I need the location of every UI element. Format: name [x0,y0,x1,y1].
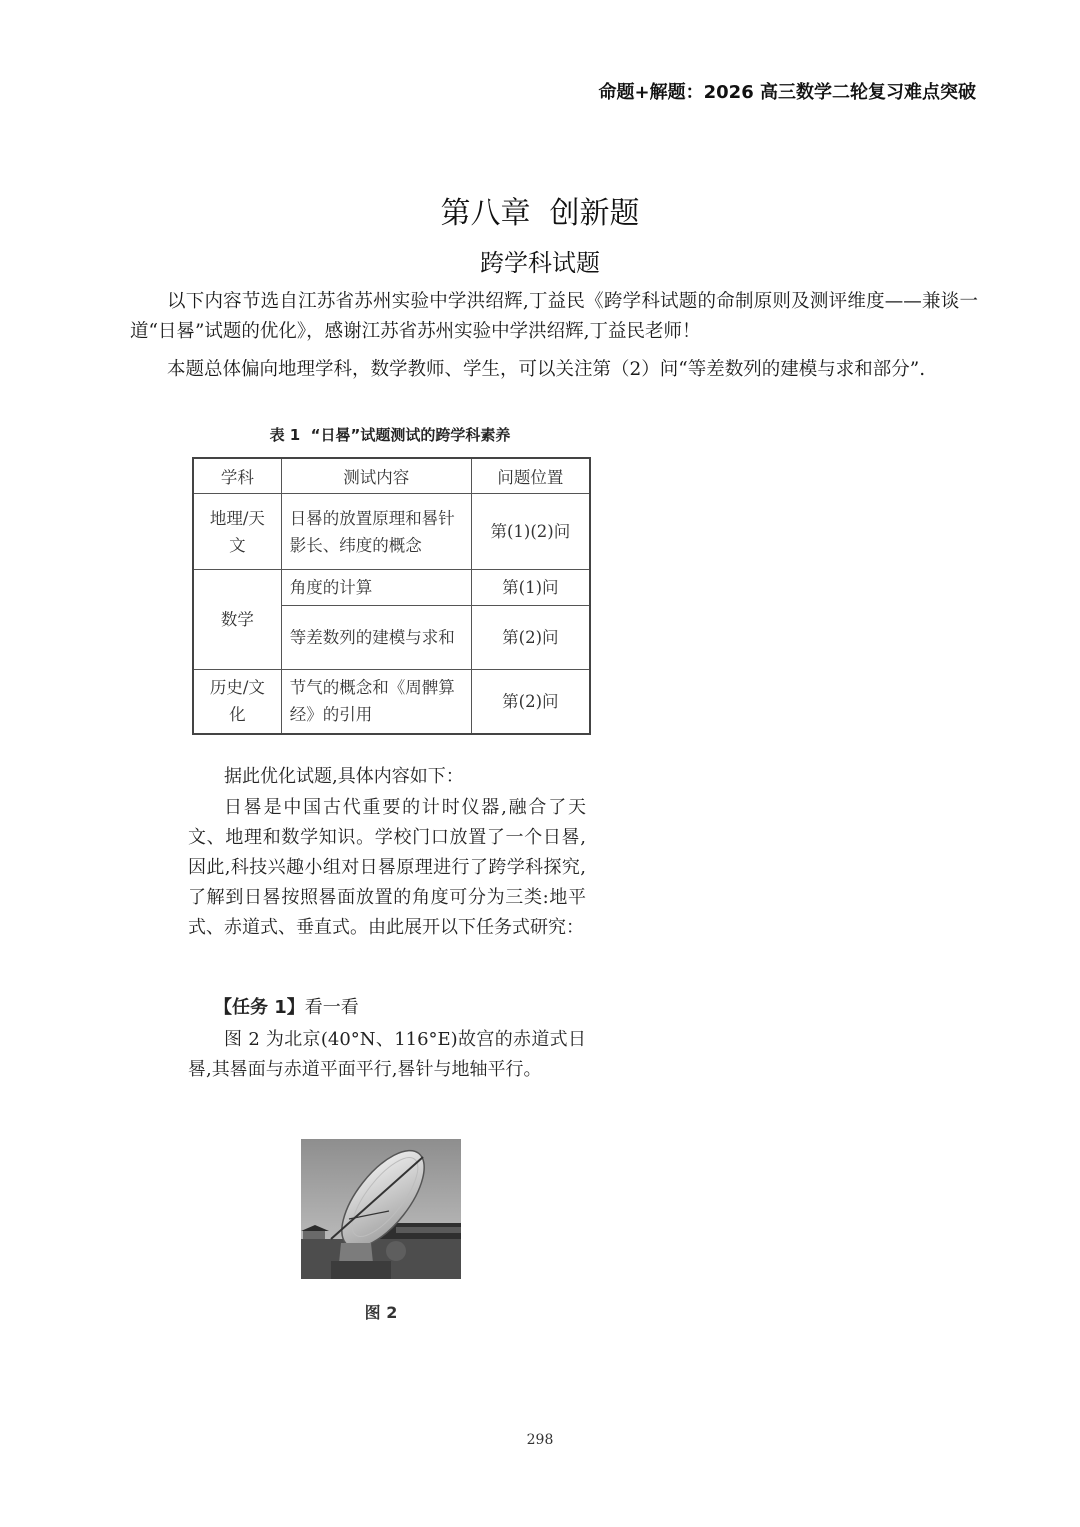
table-row [193,570,590,606]
position-cell: 第(2)问 [471,606,590,670]
content-cell: 等差数列的建模与求和 [281,606,471,670]
table-header-cell: 学科 [193,458,281,494]
content-cell: 节气的概念和《周髀算经》的引用 [281,670,471,734]
task-heading [188,993,586,1023]
table-row [193,494,590,570]
running-header: 命题+解题：2026 高三数学二轮复习难点突破 [598,82,976,103]
content-cell: 角度的计算 [281,570,471,606]
chapter-title: 第八章 创新题 [440,196,640,231]
content-cell: 日晷的放置原理和晷针影长、纬度的概念 [281,494,471,570]
table-header-row [193,458,590,494]
intro-paragraph: 以下内容节选自江苏省苏州实验中学洪绍辉,丁益民《跨学科试题的命制原则及测评维度——兼谈一道“日晷”试题的优化》，感谢江苏省苏州实验中学洪绍辉,丁益民老师！ [130,291,978,342]
page-number: 298 [526,1432,554,1448]
position-cell: 第(1)(2)问 [471,494,590,570]
subject-cell: 历史/文化 [193,670,281,734]
figure-caption: 图 2 [364,1303,398,1322]
sundial-illustration [301,1139,461,1279]
task-body: 图 2 为北京(40°N、116°E)故宫的赤道式日晷,其晷面与赤道平面平行,晷针与地轴平行。 [188,1029,586,1080]
literacy-table [192,457,591,735]
sundial-photo [301,1139,461,1279]
position-cell: 第(1)问 [471,570,590,606]
position-cell: 第(2)问 [471,670,590,734]
table-caption: 表 1 “日晷”试题测试的跨学科素养 [269,426,511,444]
article-body: 日晷是中国古代重要的计时仪器,融合了天文、地理和数学知识。学校门口放置了一个日晷,因此,科技兴趣小组对日晷原理进行了跨学科探究,了解到日晷按照晷面放置的角度可分为三类:地平式、赤道式、垂直式。由此展开以下任务式研究： [188,797,586,938]
table-header-cell: 测试内容 [281,458,471,494]
task-title: 看一看 [304,997,359,1018]
subject-cell: 地理/天文 [193,494,281,570]
subject-cell: 数学 [193,570,281,670]
table-row [193,670,590,734]
article-intro: 据此优化试题,具体内容如下： [224,766,464,787]
section-title: 跨学科试题 [480,249,600,277]
note-paragraph: 本题总体偏向地理学科，数学教师、学生，可以关注第（2）问“等差数列的建模与求和部分”. [167,359,926,380]
task-label: 【任务 1】 [214,997,305,1018]
table-header-cell: 问题位置 [471,458,590,494]
